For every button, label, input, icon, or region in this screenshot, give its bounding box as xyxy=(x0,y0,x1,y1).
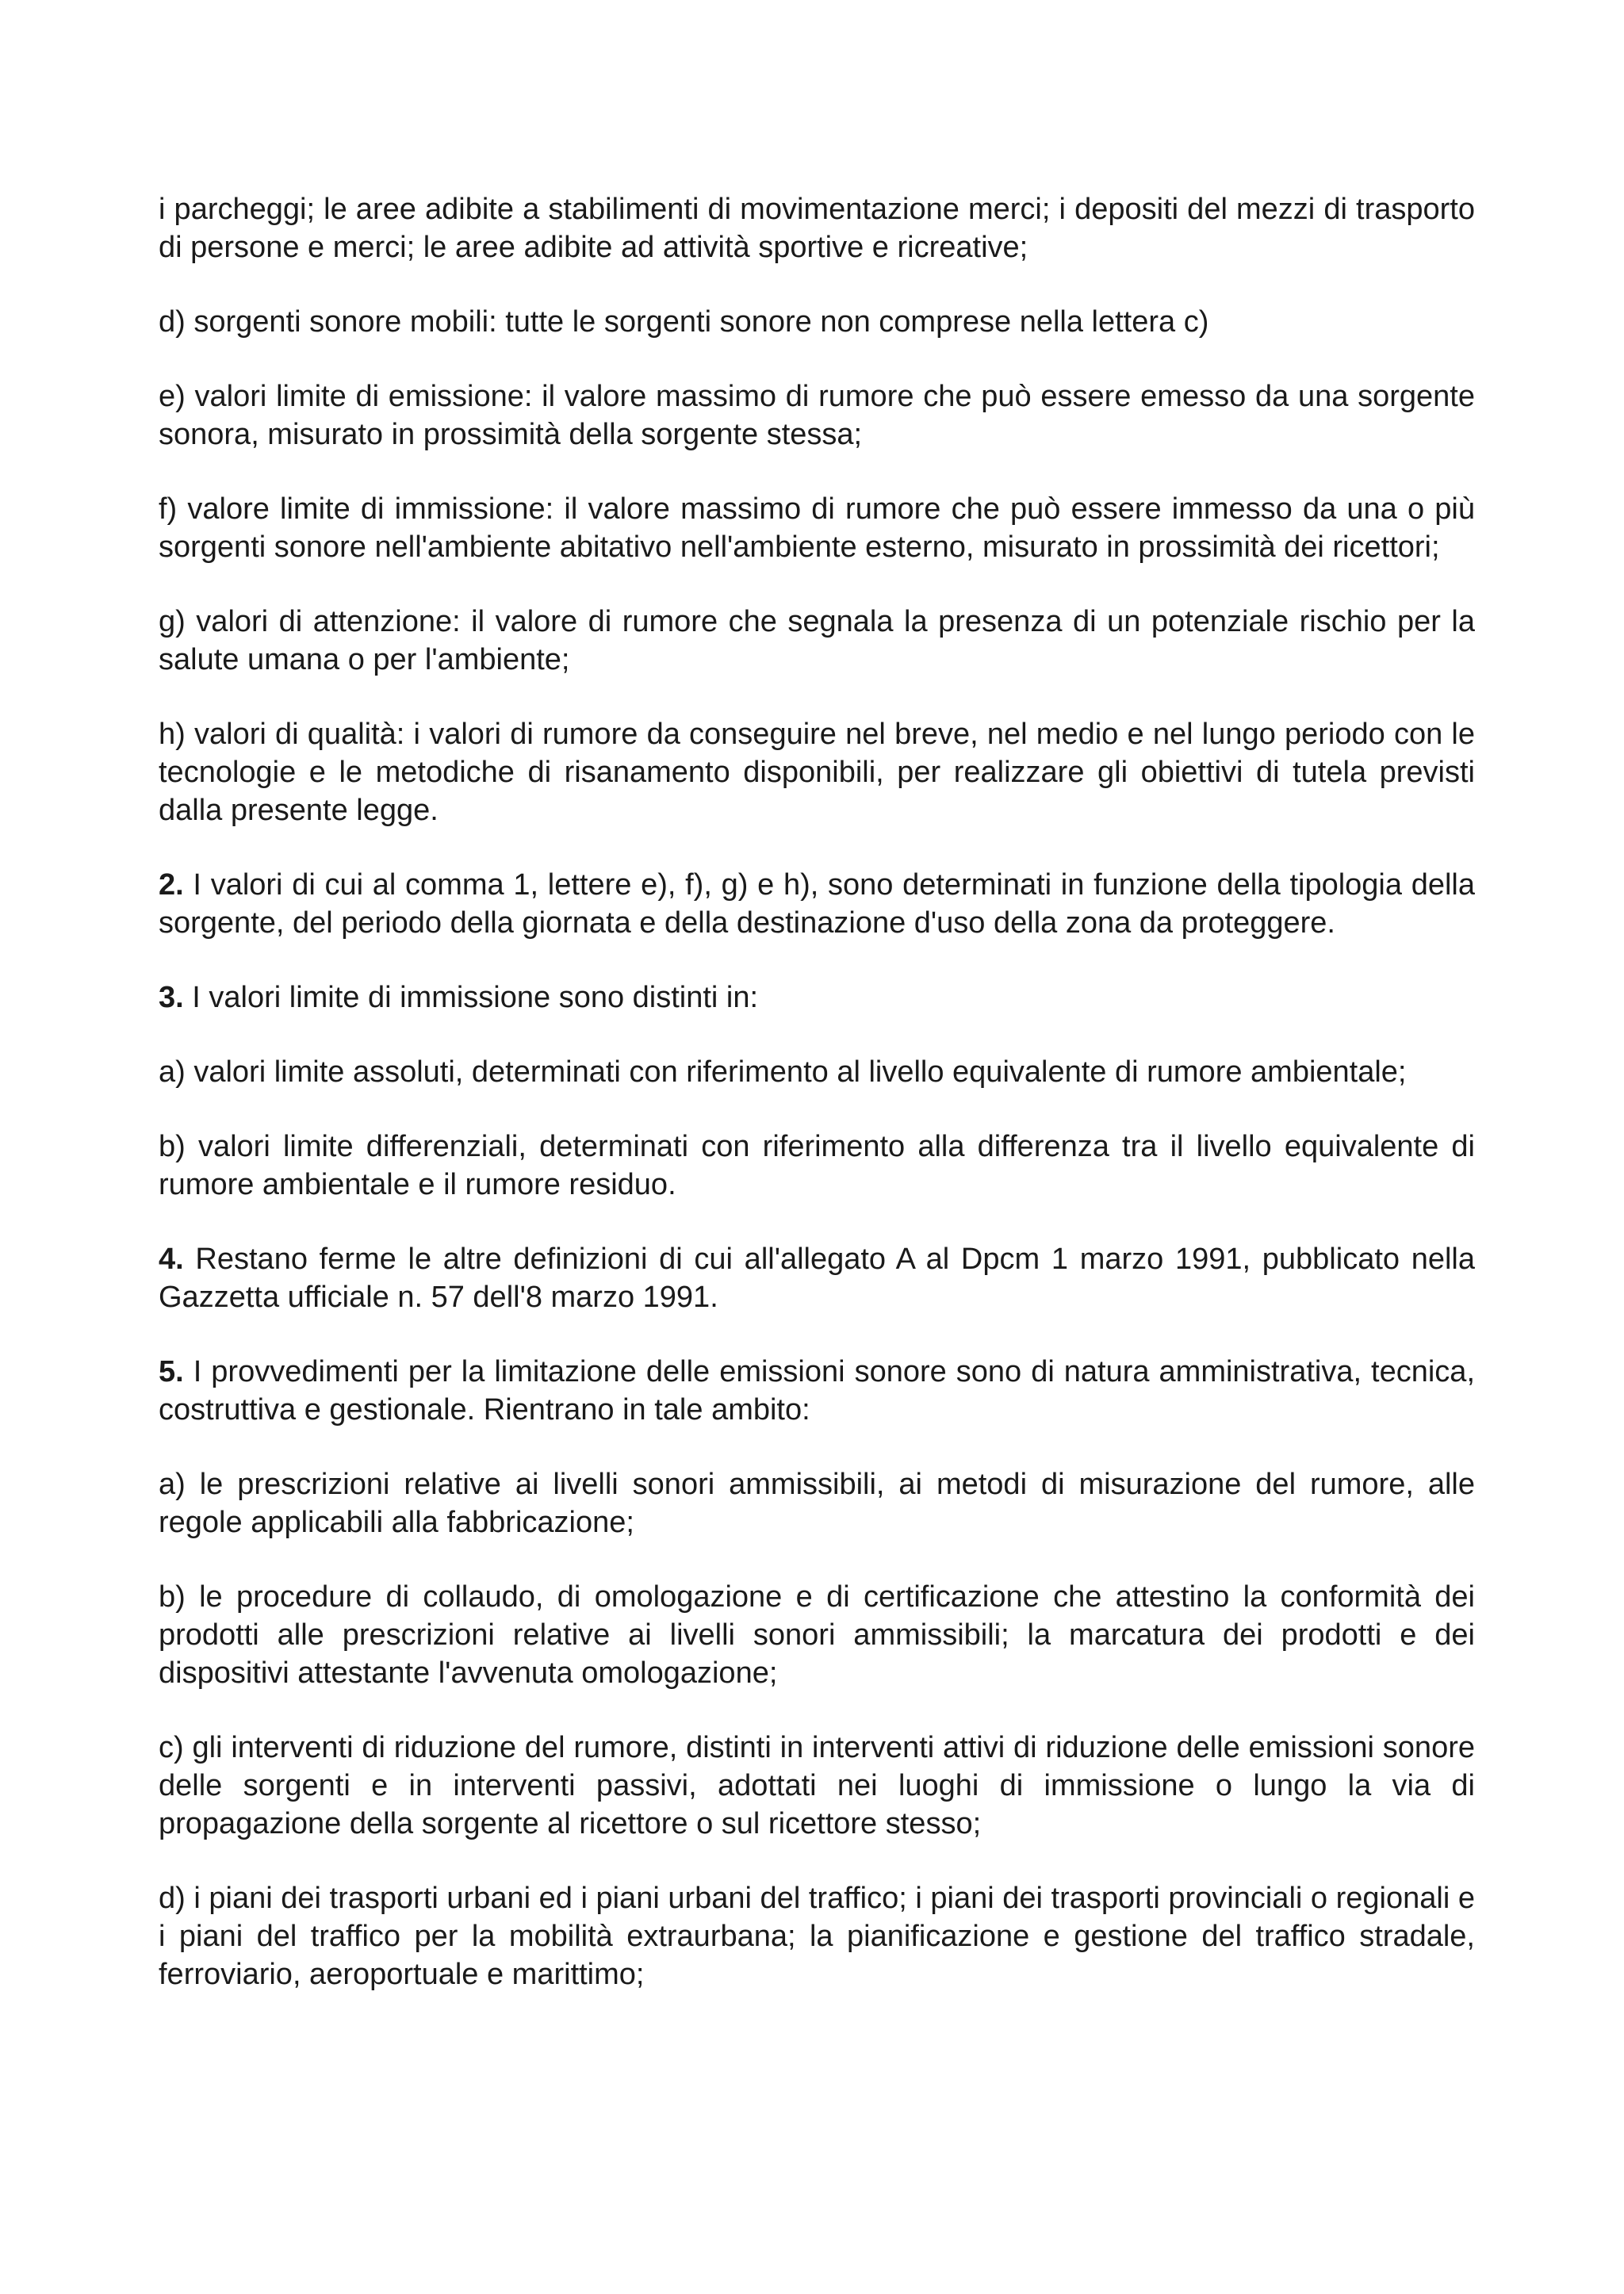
paragraph-e-limite-emissione xyxy=(159,377,1475,454)
paragraph-a-limite-assoluti xyxy=(159,1053,1475,1091)
paragraph-comma-3 xyxy=(159,978,1475,1017)
paragraph-text: Restano ferme le altre definizioni di cui all'allegato A al Dpcm 1 marzo 1991, pubblicato nella Gazzetta ufficiale n. 57 dell'8 marzo 1991. xyxy=(159,1243,1476,1314)
paragraph-text: a) valori limite assoluti, determinati con riferimento al livello equivalente di rumore ambientale; xyxy=(159,1055,1407,1089)
paragraph-text: I valori di cui al comma 1, lettere e), f), g) e h), sono determinati in funzione della tipologia della sorgente, del periodo della giornata e della destinazione d'uso della zona da proteggere. xyxy=(159,868,1476,940)
comma-number: 3. xyxy=(159,981,184,1014)
paragraph-text: I provvedimenti per la limitazione delle emissioni sonore sono di natura amministrativa, tecnica, costruttiva e gestionale. Rientrano in tale ambito: xyxy=(159,1355,1475,1427)
comma-number: 4. xyxy=(159,1243,184,1276)
comma-number: 5. xyxy=(159,1355,184,1388)
paragraph-comma-4 xyxy=(159,1240,1475,1316)
paragraph-text: b) valori limite differenziali, determinati con riferimento alla differenza tra il livello equivalente di rumore ambientale e il rumore residuo. xyxy=(159,1130,1475,1201)
paragraph-b-limite-differenziali xyxy=(159,1128,1475,1204)
paragraph-text: i parcheggi; le aree adibite a stabilimenti di movimentazione merci; i depositi del mezzi di trasporto di persone e merci; le aree adibite ad attività sportive e ricreative; xyxy=(159,193,1475,264)
document-page xyxy=(159,190,1475,2030)
paragraph-text: I valori limite di immissione sono distinti in: xyxy=(192,981,759,1014)
comma-number: 2. xyxy=(159,868,184,902)
paragraph-text: e) valori limite di emissione: il valore massimo di rumore che può essere emesso da una sorgente sonora, misurato in prossimità della sorgente stessa; xyxy=(159,380,1475,451)
paragraph-text: c) gli interventi di riduzione del rumore, distinti in interventi attivi di riduzione delle emissioni sonore delle sorgenti e in interventi passivi, adottati nei luoghi di immissione o lungo la via di propagazione della sorgente al ricettore o sul ricettore stesso; xyxy=(159,1731,1475,1840)
paragraph-text: a) le prescrizioni relative ai livelli sonori ammissibili, ai metodi di misurazione del rumore, alle regole applicabili alla fabbricazione; xyxy=(159,1468,1475,1539)
paragraph-text: f) valore limite di immissione: il valore massimo di rumore che può essere immesso da una o più sorgenti sonore nell'ambiente abitativo nell'ambiente esterno, misurato in prossimità dei ricettori; xyxy=(159,492,1475,564)
paragraph-text: b) le procedure di collaudo, di omologazione e di certificazione che attestino la conformità dei prodotti alle prescrizioni relative ai livelli sonori ammissibili; la marcatura dei prodotti e dei dispositivi attestante l'avvenuta omologazione; xyxy=(159,1580,1475,1690)
paragraph-b-procedure xyxy=(159,1578,1475,1692)
paragraph-a-prescrizioni xyxy=(159,1465,1475,1541)
paragraph-text: g) valori di attenzione: il valore di rumore che segnala la presenza di un potenziale rischio per la salute umana o per l'ambiente; xyxy=(159,605,1475,676)
paragraph-text: h) valori di qualità: i valori di rumore da conseguire nel breve, nel medio e nel lungo periodo con le tecnologie e le metodiche di risanamento disponibili, per realizzare gli obiettivi di tutela previsti dalla presente legge. xyxy=(159,718,1475,827)
paragraph-comma-5 xyxy=(159,1353,1475,1429)
paragraph-text: d) sorgenti sonore mobili: tutte le sorgenti sonore non comprese nella lettera c) xyxy=(159,305,1209,339)
paragraph-g-attenzione xyxy=(159,603,1475,679)
paragraph-h-qualita xyxy=(159,715,1475,829)
paragraph-f-limite-immissione xyxy=(159,490,1475,566)
paragraph-d-piani-trasporti xyxy=(159,1879,1475,1993)
paragraph-d-sorgenti-mobili xyxy=(159,303,1475,341)
paragraph-parcheggi xyxy=(159,190,1475,266)
paragraph-c-interventi xyxy=(159,1729,1475,1843)
paragraph-comma-2 xyxy=(159,866,1475,942)
paragraph-text: d) i piani dei trasporti urbani ed i piani urbani del traffico; i piani dei trasporti provinciali o regionali e i piani del traffico per la mobilità extraurbana; la pianificazione e gestione del traffico stradale, ferroviario, aeroportuale e marittimo; xyxy=(159,1882,1475,1991)
